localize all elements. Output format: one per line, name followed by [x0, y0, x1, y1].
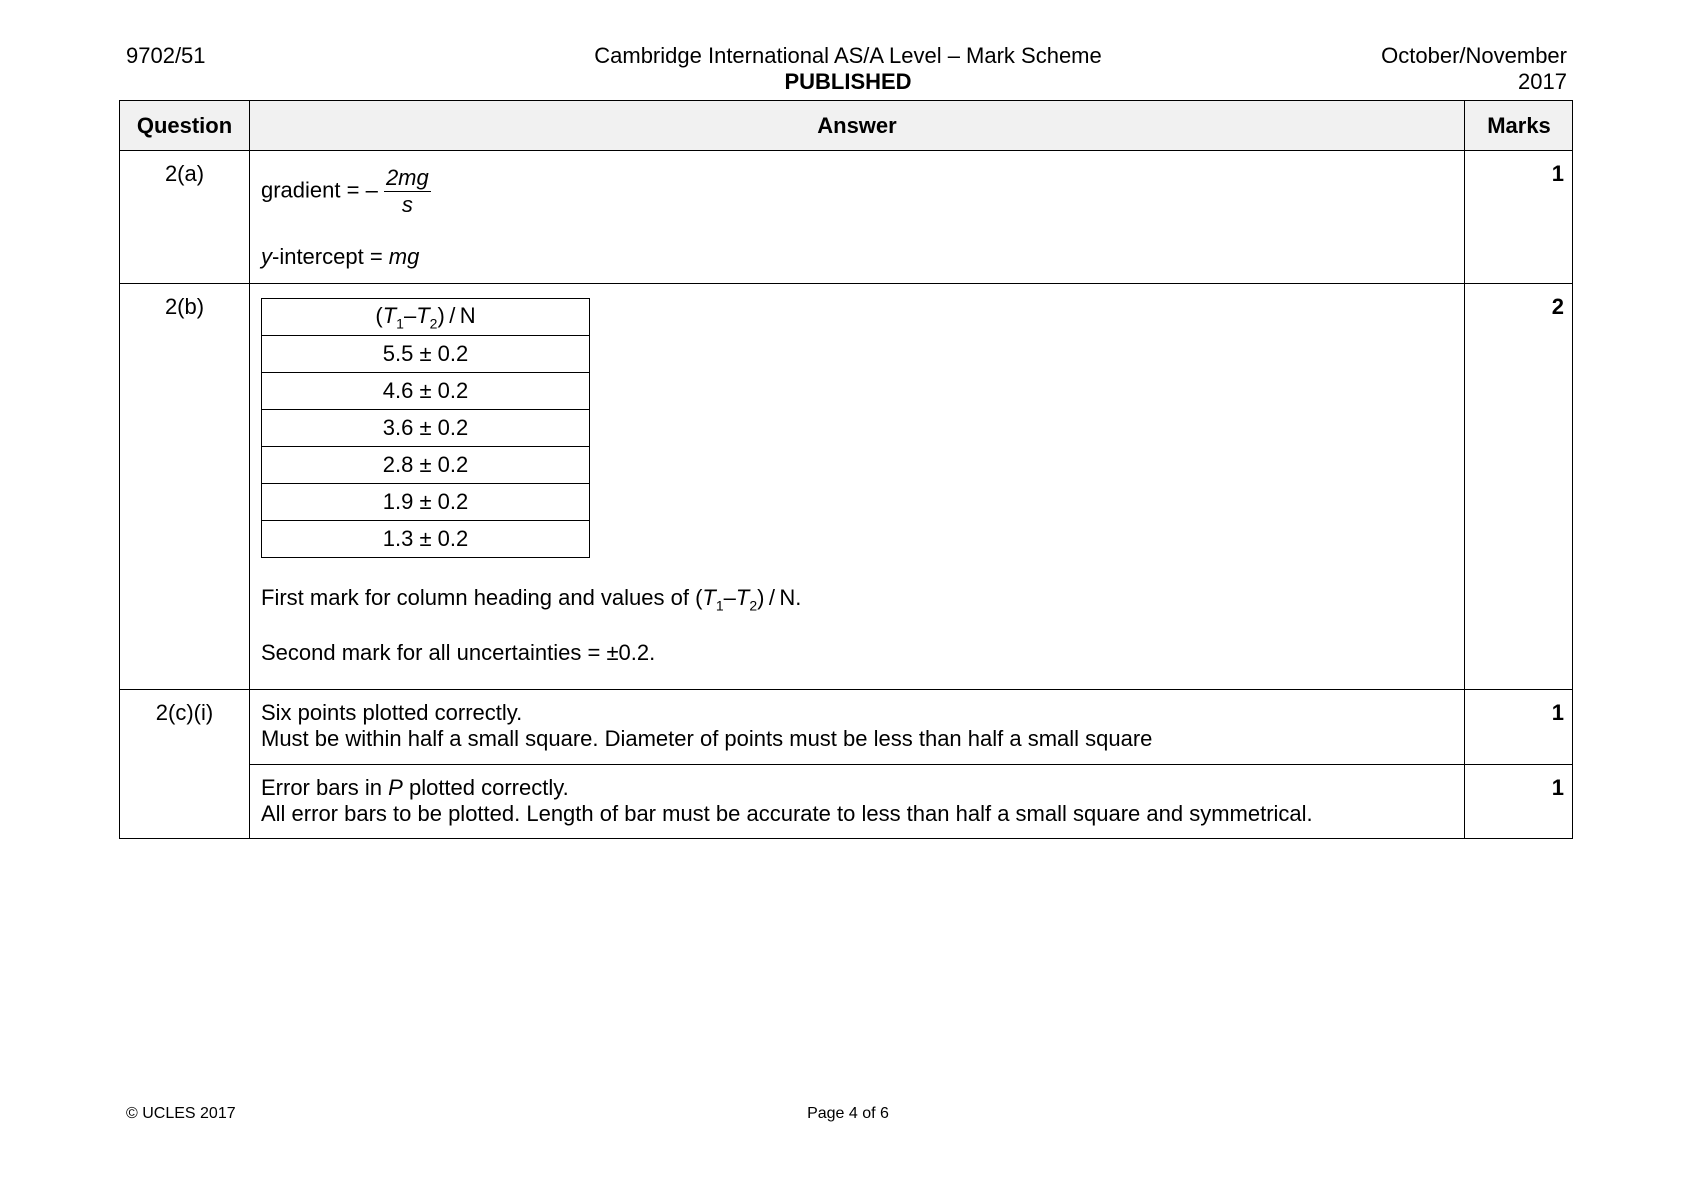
answer-cell	[250, 284, 1465, 690]
table-row	[120, 765, 1573, 839]
answer-cell	[250, 765, 1465, 839]
question-number: 2(c)(i)	[120, 690, 250, 839]
heading-t2: T	[416, 302, 430, 328]
marks-value: 1	[1465, 151, 1573, 284]
table-header-row	[120, 101, 1573, 151]
note1-minus: –	[723, 585, 736, 610]
paper-code: 9702/51	[126, 43, 206, 68]
question-number: 2(a)	[120, 151, 250, 284]
note1-t2: T	[735, 585, 750, 610]
second-mark-note: Second mark for all uncertainties = ±0.2.	[261, 640, 656, 666]
table-row	[262, 484, 590, 521]
copyright-notice: © UCLES 2017	[126, 1105, 236, 1122]
inner-table-header	[262, 299, 590, 336]
first-mark-note	[261, 585, 1453, 613]
answer-column-header: Answer	[250, 101, 1465, 151]
answer-line	[261, 775, 1453, 801]
table-row	[262, 447, 590, 484]
answer-line: Must be within half a small square. Diameter of points must be less than half a small square	[261, 726, 1153, 751]
mark-scheme-table	[119, 100, 1573, 839]
marks-value: 2	[1465, 284, 1573, 690]
y-intercept-expression	[261, 244, 1453, 270]
heading-close: ) / N	[437, 302, 476, 328]
table-row	[120, 690, 1573, 765]
table-row	[262, 521, 590, 558]
table-row	[262, 336, 590, 373]
answer-cell	[250, 690, 1465, 765]
variable-p: P	[388, 775, 403, 800]
error-bars-text: Error bars in	[261, 775, 389, 800]
title-text: Cambridge International AS/A Level – Mark Scheme	[594, 43, 1102, 68]
tension-values-table	[261, 298, 590, 558]
question-number: 2(b)	[120, 284, 250, 690]
note1-text: First mark for column heading and values of (	[261, 585, 703, 610]
session-month: October/November	[1381, 43, 1567, 68]
answer-line: All error bars to be plotted. Length of bar must be accurate to less than half a small square and symmetrical.	[261, 801, 1313, 826]
table-row	[262, 410, 590, 447]
value-cell: 1.3 ± 0.2	[262, 521, 590, 558]
column-heading	[262, 299, 590, 336]
heading-sub2: 2	[429, 315, 438, 332]
marks-value: 1	[1465, 690, 1573, 765]
value-cell: 5.5 ± 0.2	[262, 336, 590, 373]
value-cell: 2.8 ± 0.2	[262, 447, 590, 484]
heading-open: (	[375, 302, 383, 328]
published-label: PUBLISHED	[784, 69, 912, 94]
answer-cell	[250, 151, 1465, 284]
table-row	[120, 284, 1573, 690]
fraction-denominator: s	[401, 192, 413, 217]
gradient-fraction	[384, 165, 431, 218]
session-year: 2017	[1518, 69, 1567, 94]
gradient-label: gradient = –	[261, 177, 378, 203]
value-cell: 4.6 ± 0.2	[262, 373, 590, 410]
gradient-expression	[261, 165, 1453, 218]
exam-session	[1381, 43, 1567, 95]
marks-value: 1	[1465, 765, 1573, 839]
heading-sub1: 1	[396, 315, 404, 332]
value-cell: 1.9 ± 0.2	[262, 484, 590, 521]
heading-minus: –	[403, 302, 417, 328]
note1-sub1: 1	[715, 597, 724, 614]
y-intercept-text: -intercept =	[272, 244, 389, 269]
heading-t1: T	[382, 302, 397, 328]
question-column-header: Question	[120, 101, 250, 151]
marks-column-header: Marks	[1465, 101, 1573, 151]
fraction-numerator: 2mg	[385, 165, 429, 190]
note1-end: ) / N.	[757, 585, 802, 610]
note1-sub2: 2	[749, 597, 758, 614]
page-number: Page 4 of 6	[807, 1105, 889, 1122]
table-row	[120, 151, 1573, 284]
answer-line: Six points plotted correctly.	[261, 700, 523, 725]
y-variable: y	[261, 244, 272, 269]
value-cell: 3.6 ± 0.2	[262, 410, 590, 447]
table-row	[262, 373, 590, 410]
note1-t1: T	[702, 585, 716, 610]
error-bars-text-end: plotted correctly.	[402, 775, 569, 800]
y-intercept-value: mg	[388, 244, 420, 269]
